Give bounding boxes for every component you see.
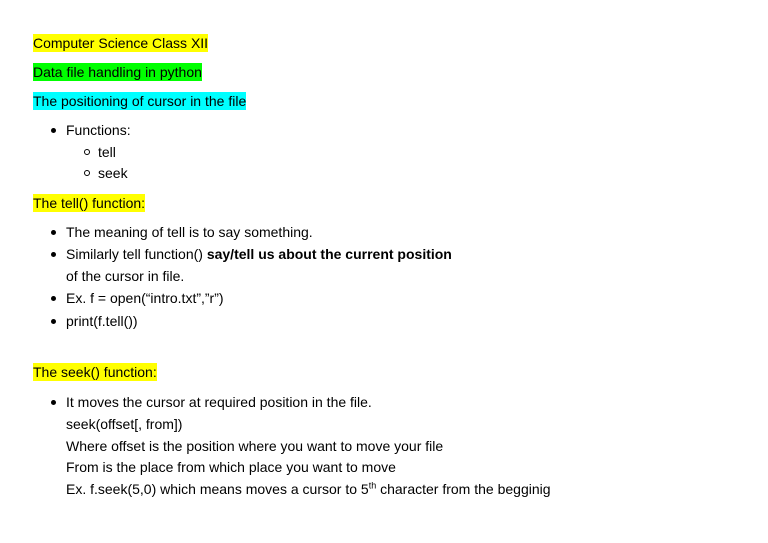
seek-example-superscript: th <box>368 480 377 491</box>
subtopic-heading <box>33 92 246 110</box>
tell-heading <box>33 194 145 212</box>
tell-heading-text: The tell() function: <box>33 195 146 211</box>
tell-bullet-3: Ex. f = open(“intro.txt”,”r”) <box>66 290 224 306</box>
subtopic-title: The positioning of cursor in the file <box>33 93 247 109</box>
sub-bullet-icon <box>84 149 90 155</box>
seek-heading-text: The seek() function: <box>33 364 157 380</box>
functions-label: Functions: <box>66 122 131 138</box>
seek-line-example <box>66 480 551 498</box>
tell-bullet-2-continuation: of the cursor in file. <box>66 268 185 284</box>
topic-heading <box>33 63 202 81</box>
course-heading <box>33 34 208 52</box>
tell-bullet-2-bold: say/tell us about the current position <box>206 246 452 262</box>
seek-bullet-1: It moves the cursor at required position in the file. <box>66 394 372 410</box>
topic-title: Data file handling in python <box>33 64 202 80</box>
bullet-icon <box>51 319 56 324</box>
seek-example-text: Ex. f.seek(5,0) which means moves a cursor to 5 <box>66 481 369 497</box>
tell-bullet-2 <box>66 245 452 263</box>
bullet-icon <box>51 296 56 301</box>
tell-bullet-1: The meaning of tell is to say something. <box>66 224 313 240</box>
course-title: Computer Science Class XII <box>33 35 209 51</box>
function-item-tell: tell <box>98 144 116 160</box>
tell-bullet-4: print(f.tell()) <box>66 313 138 329</box>
seek-heading <box>33 363 157 381</box>
seek-line-from: From is the place from which place you want to move <box>66 459 396 475</box>
seek-example-suffix: character from the begginig <box>376 481 551 497</box>
sub-bullet-icon <box>84 170 90 176</box>
seek-line-offset: Where offset is the position where you want to move your file <box>66 438 444 454</box>
bullet-icon <box>51 128 56 133</box>
function-item-seek: seek <box>98 165 128 181</box>
bullet-icon <box>51 252 56 257</box>
tell-bullet-2-text: Similarly tell function() <box>66 246 207 262</box>
bullet-icon <box>51 400 56 405</box>
seek-line-syntax: seek(offset[, from]) <box>66 416 183 432</box>
bullet-icon <box>51 230 56 235</box>
